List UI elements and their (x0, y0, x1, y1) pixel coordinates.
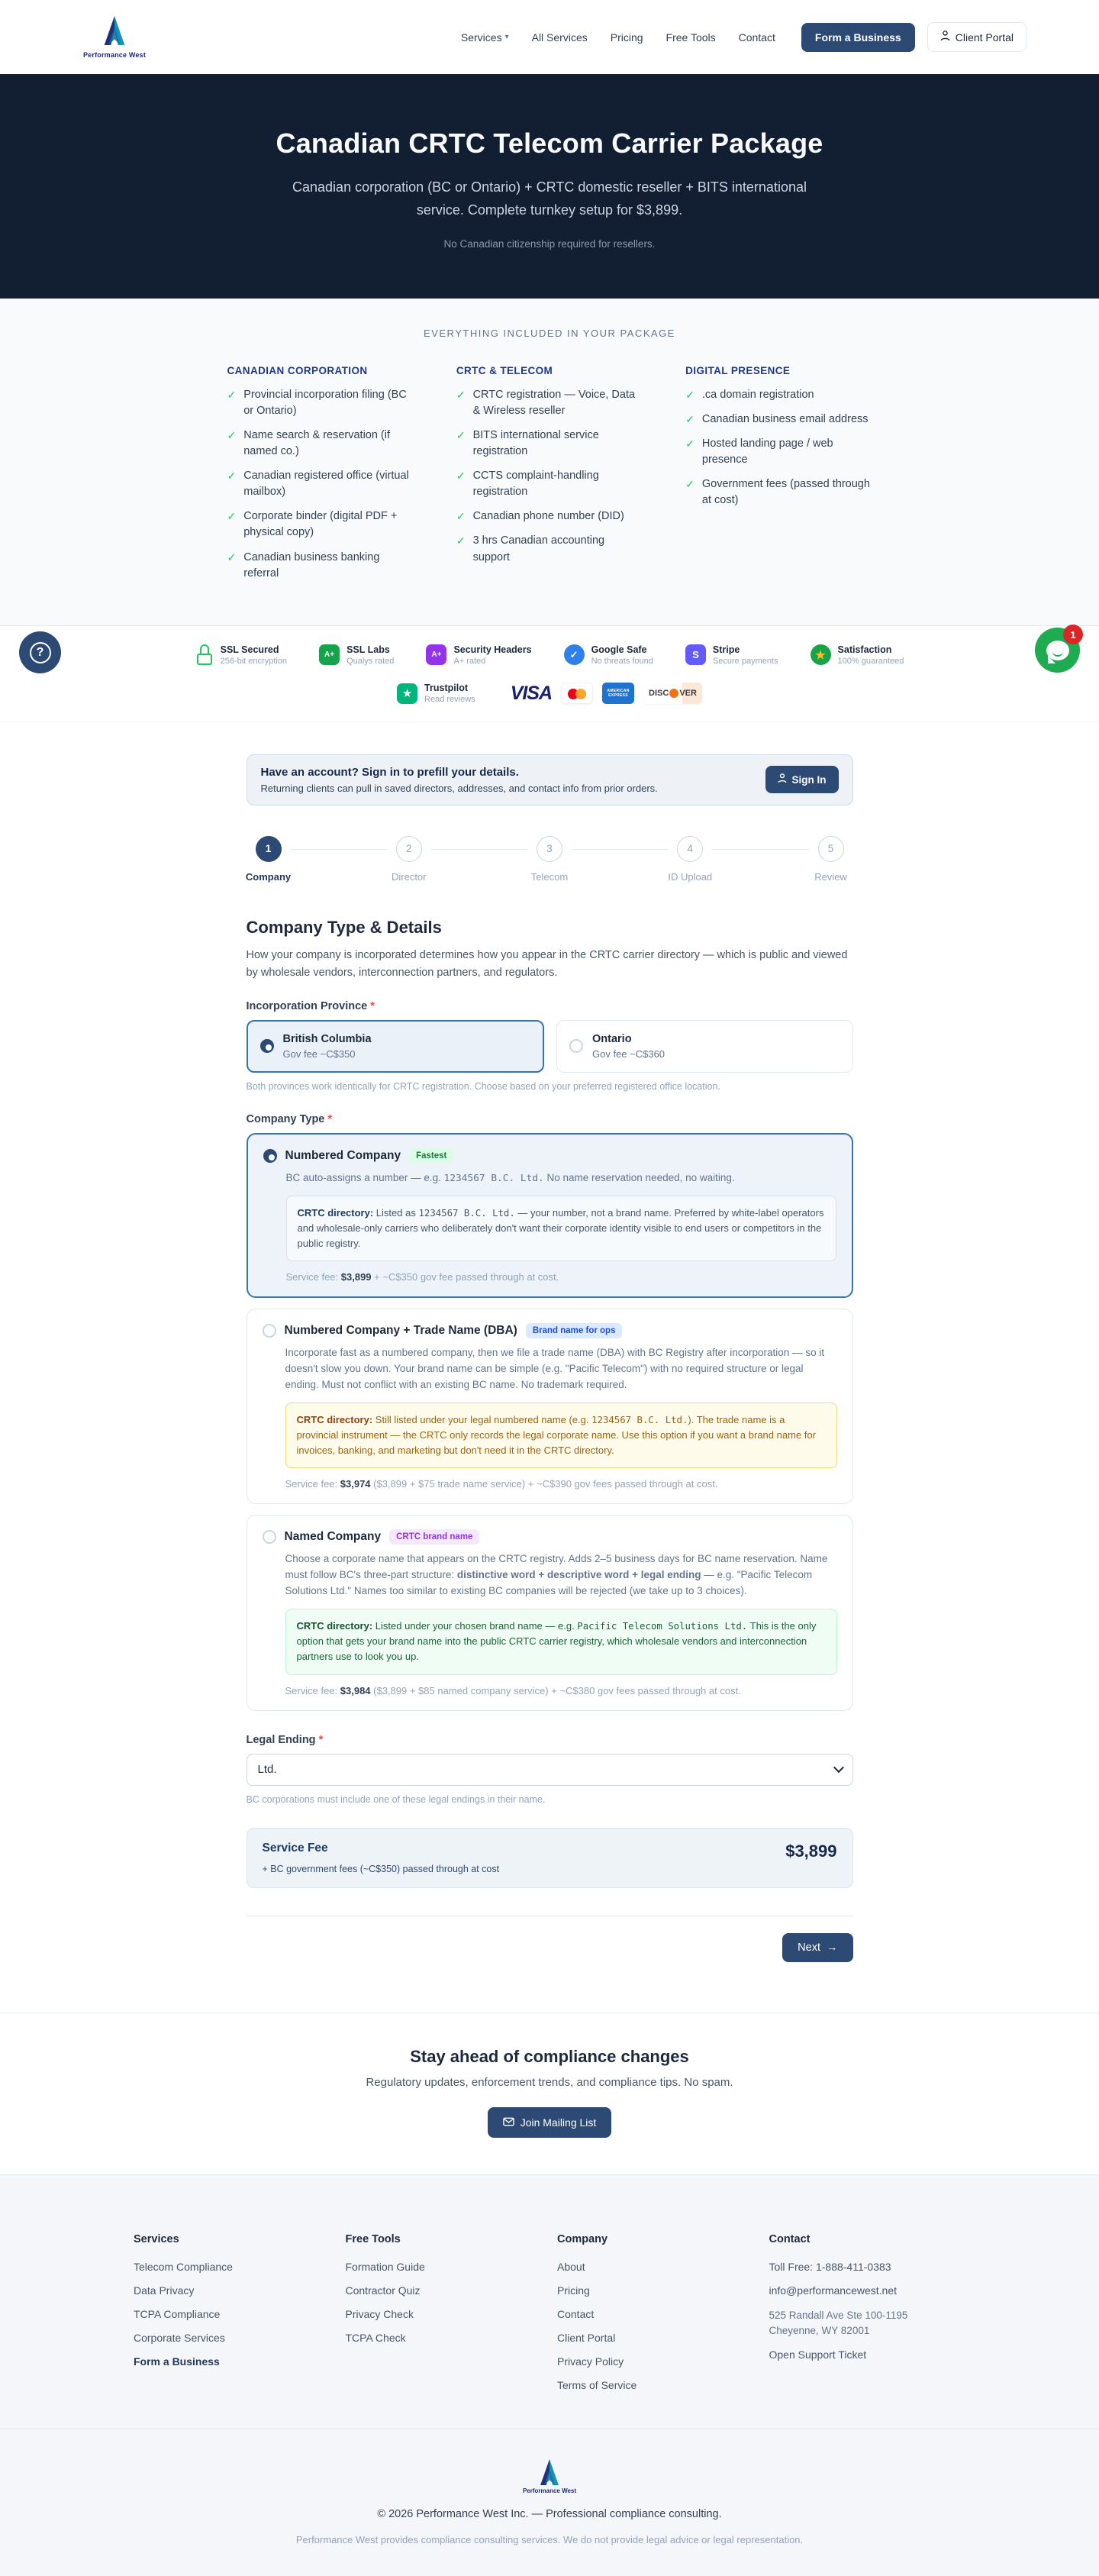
form-a-business-button[interactable]: Form a Business (801, 23, 915, 52)
list-item: ✓ Canadian business email address (685, 412, 872, 428)
list-item: ✓ Hosted landing page / web presence (685, 436, 872, 468)
included-column-digital: DIGITAL PRESENCE ✓ .ca domain registration ✓ Canadian business email address ✓ Hosted landing page / web presence ✓ Government fees (passed through at cost) (685, 365, 872, 589)
question-icon: ? (30, 642, 51, 663)
footer-link[interactable]: Terms of Service (557, 2378, 637, 2391)
footer-column-free-tools: Free Tools Formation Guide Contractor Quiz Privacy Check TCPA Check (346, 2233, 543, 2403)
footer-column-services: Services Telecom Compliance Data Privacy TCPA Compliance Corporate Services Form a Business (134, 2233, 330, 2403)
trustpilot-star-icon: ★ (397, 683, 417, 704)
newsletter-title: Stay ahead of compliance changes (410, 2046, 689, 2066)
payment-logos (511, 683, 702, 705)
trust-badge-google-safe: ✓ Google Safe No threats found (564, 644, 653, 666)
step-connector (431, 849, 527, 851)
legal-ending-hint: BC corporations must include one of these legal endings in their name. (246, 1793, 546, 1805)
badge-brand-name-for-ops: Brand name for ops (526, 1323, 623, 1338)
check-icon: ✓ (227, 510, 237, 523)
service-fee-line: Service fee: $3,899 + ~C$350 gov fee passed through at cost. (285, 1271, 559, 1283)
step-director[interactable]: 2 Director (387, 836, 431, 883)
service-fee-label: Service Fee (262, 1841, 328, 1855)
hero-note: No Canadian citizenship required for resellers. (443, 238, 656, 250)
footer-link[interactable]: TCPA Compliance (134, 2307, 221, 2320)
chevron-down-icon: ▾ (504, 33, 509, 41)
list-item: ✓ Canadian registered office (virtual mailbox) (227, 468, 414, 500)
a-plus-badge-icon: A+ (319, 644, 340, 665)
check-icon: ✓ (456, 534, 466, 547)
sign-in-button[interactable]: Sign In (765, 766, 839, 793)
logo[interactable] (73, 15, 156, 59)
join-mailing-list-button[interactable]: Join Mailing List (488, 2107, 612, 2138)
badge-crtc-brand-name: CRTC brand name (389, 1529, 479, 1545)
discover-logo: DISC VER (643, 683, 702, 704)
service-fee-line: Service fee: $3,974 ($3,899 + $75 trade name service) + ~C$390 gov fees passed through at cost. (285, 1478, 718, 1490)
list-item: ✓ Corporate binder (digital PDF + physical copy) (227, 508, 414, 541)
legal-ending-select[interactable] (247, 1754, 853, 1786)
hero-section (0, 74, 1099, 299)
hero-subtitle: Canadian corporation (BC or Ontario) + CRTC domestic reseller + BITS international service. Complete turnkey setup for $3,899. (292, 179, 807, 218)
province-hint: Both provinces work identically for CRTC registration. Choose based on your preferred registered office location. (246, 1080, 720, 1092)
check-icon: ✓ (685, 389, 695, 402)
step-review[interactable]: 5 Review (809, 836, 853, 883)
signin-title: Have an account? Sign in to prefill your details. (260, 765, 519, 779)
footer-email[interactable]: info@performancewest.net (769, 2284, 898, 2297)
footer-link[interactable]: Corporate Services (134, 2331, 225, 2344)
check-icon: ✓ (456, 510, 466, 523)
trust-badge-security-headers: A+ Security Headers A+ rated (426, 644, 531, 666)
footer-link[interactable]: Formation Guide (345, 2260, 425, 2273)
client-portal-button[interactable]: Client Portal (927, 22, 1026, 52)
nav-services[interactable]: Services ▾ (460, 31, 509, 44)
logo-icon (537, 2458, 562, 2486)
footer-column-contact: Contact Toll Free: 1-888-411-0383 info@performancewest.net 525 Randall Ave Ste 100-1195 Cheyenne, WY 82001 Open Support Ticket (769, 2233, 966, 2403)
step-connector (291, 849, 387, 851)
company-type-option-numbered[interactable]: Numbered Company Fastest BC auto-assigns a number — e.g. 1234567 B.C. Ltd. No name reservation needed, no waiting. CRTC directory: Listed as 1234567 B.C. Ltd. — your number, not a brand name. Preferred by white-label operators and wholesale-only carriers who deliberately don't want their corporate identity visible to end users or competitors in the public registry. Service fee: $3,899 + ~C$350 gov fee passed through at cost. (247, 1133, 853, 1298)
footer-link[interactable]: About (557, 2260, 585, 2273)
help-button[interactable] (19, 631, 61, 673)
star-icon: ★ (811, 644, 831, 665)
newsletter-subtitle: Regulatory updates, enforcement trends, and compliance tips. No spam. (366, 2075, 733, 2089)
disclaimer: Performance West provides compliance consulting services. We do not provide legal advice or legal representation. (295, 2533, 804, 2545)
badge-fastest: Fastest (409, 1148, 453, 1164)
footer-link[interactable]: Telecom Compliance (134, 2260, 233, 2273)
crtc-directory-note: CRTC directory: Still listed under your legal numbered name (e.g. 1234567 B.C. Ltd.). The trade name is a provincial instrument — the CRTC only records the legal corporate name. Use this option if you want a brand name for invoices, banking, and marketing but don't need it in the CRTC directory. (285, 1403, 837, 1468)
check-icon: ✓ (685, 413, 695, 426)
chat-bubble-icon (1046, 641, 1069, 660)
crtc-directory-note: CRTC directory: Listed as 1234567 B.C. Ltd. — your number, not a brand name. Preferred by white-label operators and wholesale-only carriers who deliberately don't want their corporate identity visible to end users or competitors in the public registry. (286, 1196, 836, 1261)
form-heading: Company Type & Details (246, 917, 442, 937)
amex-logo: AMERICAN EXPRESS (602, 683, 634, 704)
list-item: ✓ Provincial incorporation filing (BC or Ontario) (227, 387, 414, 419)
person-icon (940, 31, 950, 44)
step-connector (712, 849, 808, 851)
copyright: © 2026 Performance West Inc. — Professional compliance consulting. (377, 2507, 722, 2520)
legal-ending-label: Legal Ending * (246, 1733, 324, 1746)
check-icon: ✓ (685, 437, 695, 450)
footer-phone[interactable]: Toll Free: 1-888-411-0383 (769, 2260, 891, 2273)
check-icon: ✓ (227, 470, 237, 483)
step-id-upload[interactable]: 4 ID Upload (668, 836, 712, 883)
footer-link[interactable]: Pricing (557, 2284, 590, 2297)
option-description: BC auto-assigns a number — e.g. 1234567 B.C. Ltd. No name reservation needed, no waiting. (285, 1171, 735, 1184)
included-column-telecom: CRTC & TELECOM ✓ CRTC registration — Voice, Data & Wireless reseller ✓ BITS international service registration ✓ CCTS complaint-handling registration ✓ Canadian phone number (DID) ✓ 3 hrs Canadian accounting support (456, 365, 643, 589)
footer-link-form-a-business[interactable]: Form a Business (134, 2355, 220, 2368)
check-icon: ✓ (227, 550, 237, 563)
radio-numbered[interactable] (263, 1149, 277, 1163)
envelope-icon (503, 2116, 514, 2129)
footer-link[interactable]: Contact (557, 2307, 595, 2320)
service-fee-note: + BC government fees (~C$350) passed through at cost (262, 1863, 500, 1874)
signin-subtitle: Returning clients can pull in saved directors, addresses, and contact info from prior orders. (260, 782, 658, 794)
step-telecom[interactable]: 3 Telecom (527, 836, 572, 883)
shield-check-icon: ✓ (564, 644, 585, 665)
trust-badge-ssllabs: A+ SSL Labs Qualys rated (319, 644, 394, 666)
radio-named[interactable] (263, 1530, 276, 1544)
footer-address: 525 Randall Ave Ste 100-1195 Cheyenne, WY 82001 (769, 2309, 908, 2336)
list-item: ✓ CRTC registration — Voice, Data & Wireless reseller (456, 387, 643, 419)
list-item: ✓ CCTS complaint-handling registration (456, 468, 643, 500)
step-company[interactable]: 1 Company (247, 836, 291, 883)
check-icon: ✓ (227, 389, 237, 402)
arrow-right-icon: → (827, 1941, 838, 1954)
order-form-section (0, 722, 1099, 2013)
newsletter-section (0, 2013, 1099, 2174)
option-description: Choose a corporate name that appears on the CRTC registry. Adds 2–5 business days for BC name reservation. Name must follow BC's three-part structure: distinctive word + descriptive word + legal ending — e.g. "Pacific Telecom Solutions Ltd." Names too similar to existing BC companies will be rejected (we take up to 3 choices). (285, 1553, 828, 1597)
trust-bar (0, 625, 1099, 722)
company-type-option-numbered-dba[interactable]: Numbered Company + Trade Name (DBA) Brand name for ops Incorporate fast as a numbered company, then we file a trade name (DBA) with BC Registry after incorporation — so it doesn't slow you down. Your brand name can be simple (e.g. "Pacific Telecom") with no required structure or legal ending. Must not conflict with an existing BC name. No trademark required. CRTC directory: Still listed under your legal numbered name (e.g. 1234567 B.C. Ltd.). The trade name is a provincial instrument — the CRTC only records the legal corporate name. Use this option if you want a brand name for invoices, banking, and marketing but don't need it in the CRTC directory. Service fee: $3,974 ($3,899 + $75 trade name service) + ~C$390 gov fees passed through at cost. (247, 1309, 853, 1504)
list-item: ✓ Canadian business banking referral (227, 550, 414, 582)
footer-logo: Performance West (523, 2458, 576, 2494)
chat-unread-badge: 1 (1063, 625, 1083, 644)
province-option-ontario[interactable]: Ontario Gov fee ~C$360 (556, 1020, 853, 1073)
footer-link[interactable]: TCPA Check (345, 2331, 406, 2344)
footer-link[interactable]: Contractor Quiz (345, 2284, 421, 2297)
footer-column-company: Company About Pricing Contact Client Portal Privacy Policy Terms of Service (557, 2233, 754, 2403)
brand-name: Performance West (82, 51, 147, 59)
lock-icon (195, 644, 214, 665)
list-item: ✓ Name search & reservation (if named co.) (227, 428, 414, 460)
footer-link[interactable]: Data Privacy (134, 2284, 195, 2297)
trust-badge-stripe: S Stripe Secure payments (685, 644, 778, 666)
included-section (0, 299, 1099, 625)
radio-ontario[interactable] (569, 1039, 583, 1053)
trustpilot-badge[interactable]: ★ Trustpilot Read reviews (397, 683, 475, 704)
site-header (0, 0, 1099, 74)
crtc-directory-note: CRTC directory: Listed under your chosen brand name — e.g. Pacific Telecom Solutions Ltd. This is the only option that gets your brand name into the public CRTC carrier registry, which wholesale vendors and interconnection partners use to look you up. (285, 1609, 837, 1674)
nav-all-services[interactable]: All Services (531, 31, 588, 44)
a-plus-badge-icon: A+ (426, 644, 446, 665)
signin-banner (247, 754, 853, 805)
trust-badge-ssl: SSL Secured 256-bit encryption (195, 644, 287, 666)
nav-contact[interactable]: Contact (738, 31, 775, 44)
page-title: Canadian CRTC Telecom Carrier Package (276, 128, 823, 159)
service-fee-line: Service fee: $3,984 ($3,899 + $85 named company service) + ~C$380 gov fees passed through at cost. (285, 1684, 741, 1696)
list-item: ✓ Government fees (passed through at cost) (685, 476, 872, 508)
main-nav (461, 31, 775, 44)
footer-link[interactable]: Client Portal (557, 2331, 616, 2344)
check-icon: ✓ (227, 429, 237, 442)
check-icon: ✓ (685, 478, 695, 491)
province-option-bc[interactable]: British Columbia Gov fee ~C$350 (247, 1020, 545, 1073)
province-label: Incorporation Province * (246, 999, 375, 1012)
progress-stepper (247, 836, 853, 883)
company-type-label: Company Type * (246, 1112, 333, 1125)
chat-widget-button[interactable] (1035, 628, 1080, 673)
footer-link[interactable]: Privacy Check (345, 2307, 414, 2320)
footer-support-ticket-link[interactable]: Open Support Ticket (769, 2348, 867, 2361)
visa-logo: VISA (510, 682, 553, 704)
option-description: Incorporate fast as a numbered company, then we file a trade name (DBA) with BC Registry after incorporation — so it doesn't slow you down. Your brand name can be simple (e.g. "Pacific Telecom") with no required structure or legal ending. Must not conflict with an existing BC name. No trademark required. (285, 1347, 825, 1391)
trust-badge-satisfaction: ★ Satisfaction 100% guaranteed (811, 644, 904, 666)
person-icon (778, 773, 787, 786)
radio-bc[interactable] (260, 1039, 274, 1053)
included-heading: EVERYTHING INCLUDED IN YOUR PACKAGE (424, 328, 675, 340)
logo-icon (100, 15, 129, 50)
included-column-corporation: CANADIAN CORPORATION ✓ Provincial incorporation filing (BC or Ontario) ✓ Name search & reservation (if named co.) ✓ Canadian registered office (virtual mailbox) ✓ Corporate binder (digital PDF + physical copy) ✓ Canadian business banking referral (227, 365, 414, 589)
list-item: ✓ 3 hrs Canadian accounting support (456, 533, 643, 565)
check-icon: ✓ (456, 470, 466, 483)
list-item: ✓ .ca domain registration (685, 387, 872, 403)
check-icon: ✓ (456, 429, 466, 442)
footer-link[interactable]: Privacy Policy (557, 2355, 624, 2368)
site-footer (0, 2174, 1099, 2576)
form-description: How your company is incorporated determines how you appear in the CRTC carrier directory — which is public and viewed by wholesale vendors, interconnection partners, and regulators. (246, 948, 848, 979)
next-button[interactable]: Next → (782, 1933, 852, 1962)
stripe-icon: S (685, 644, 706, 665)
step-connector (572, 849, 668, 851)
nav-free-tools[interactable]: Free Tools (666, 31, 716, 44)
list-item: ✓ BITS international service registration (456, 428, 643, 460)
service-fee-summary (247, 1828, 853, 1888)
company-type-option-named[interactable]: Named Company CRTC brand name Choose a corporate name that appears on the CRTC registry. Adds 2–5 business days for BC name reservation. Name must follow BC's three-part structure: distinctive word + descriptive word + legal ending — e.g. "Pacific Telecom Solutions Ltd." Names too similar to existing BC companies will be rejected (we take up to 3 choices). CRTC directory: Listed under your chosen brand name — e.g. Pacific Telecom Solutions Ltd. This is the only option that gets your brand name into the public CRTC carrier registry, which wholesale vendors and interconnection partners use to look you up. Service fee: $3,984 ($3,899 + $85 named company service) + ~C$380 gov fees passed through at cost. (247, 1515, 853, 1710)
nav-pricing[interactable]: Pricing (610, 31, 643, 44)
radio-numbered-dba[interactable] (263, 1324, 276, 1338)
service-fee-amount: $3,899 (785, 1841, 837, 1861)
mastercard-logo (561, 683, 593, 704)
list-item: ✓ Canadian phone number (DID) (456, 508, 643, 525)
check-icon: ✓ (456, 389, 466, 402)
